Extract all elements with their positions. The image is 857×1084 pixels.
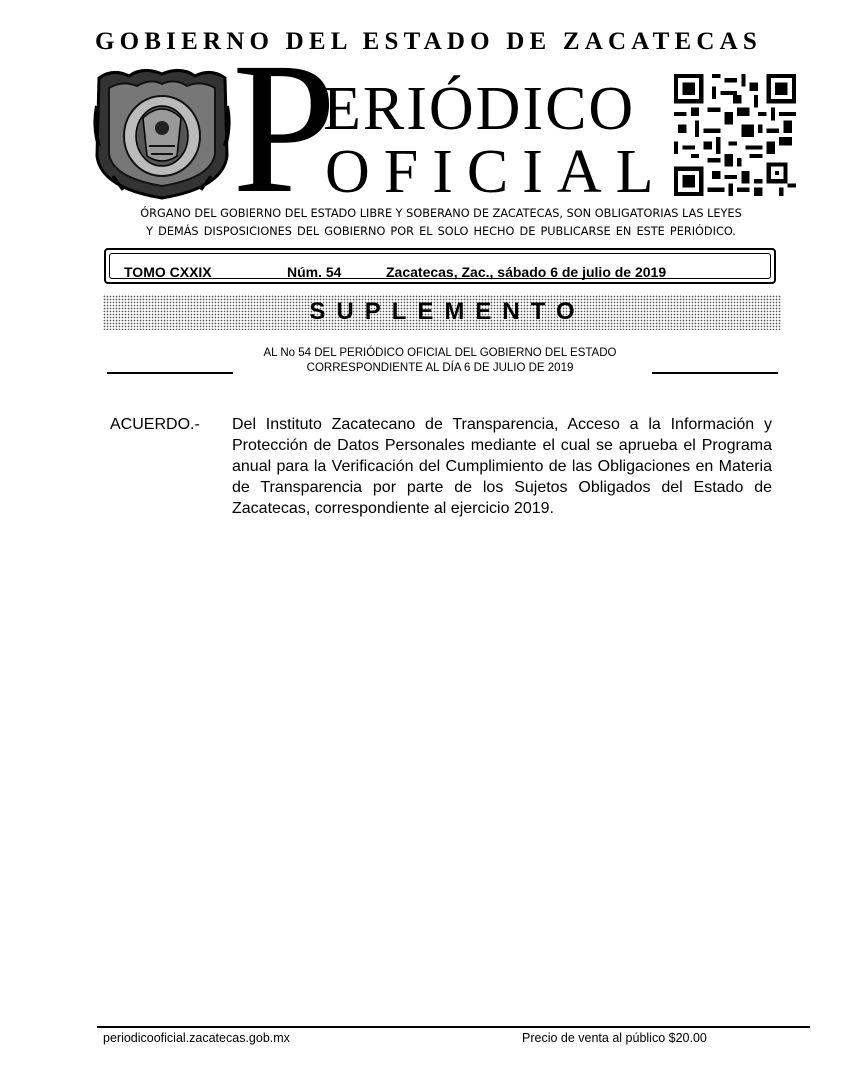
supplement-note-line-2: CORRESPONDIENTE AL DÍA 6 DE JULIO DE 2019 <box>306 362 574 374</box>
note-rule-left <box>107 372 233 374</box>
numero-label: Núm. 54 <box>287 264 342 280</box>
acuerdo-label: ACUERDO.- <box>110 416 200 433</box>
organo-line-1: ÓRGANO DEL GOBIERNO DEL ESTADO LIBRE Y SOBERANO DE ZACATECAS, SON OBLIGATORIAS LAS LEYES <box>140 207 742 220</box>
edition-box <box>104 248 776 284</box>
footer-price: Precio de venta al público $20.00 <box>522 1031 707 1045</box>
state-coat-of-arms-icon <box>93 66 231 200</box>
organo-line-2: Y DEMÁS DISPOSICIONES DEL GOBIERNO POR EL SOLO HECHO DE PUBLICARSE EN ESTE PERIÓDICO. <box>146 225 736 238</box>
note-rule-right <box>652 372 778 374</box>
supplement-note-line-1: AL No 54 DEL PERIÓDICO OFICIAL DEL GOBIERNO DEL ESTADO <box>263 347 617 359</box>
edition-box-inner <box>109 253 771 279</box>
footer-rule <box>97 1026 810 1028</box>
masthead-top: ERIÓDICO <box>323 75 636 143</box>
footer-url[interactable]: periodicooficial.zacatecas.gob.mx <box>103 1031 290 1045</box>
government-title: GOBIERNO DEL ESTADO DE ZACATECAS <box>95 28 762 55</box>
acuerdo-text: Del Instituto Zacatecano de Transparencia, Acceso a la Información y Protección de Datos Personales mediante el cual se aprueba el Programa anual para la Verificación del Cumplimiento de las Obligaciones en Materia de Transparencia por parte de los Sujetos Obligados del Estado de Zacatecas, correspondiente al ejercicio 2019. <box>232 416 772 517</box>
masthead-initial: P <box>232 23 337 232</box>
tomo-label: TOMO CXXIX <box>124 264 212 280</box>
qr-code-icon <box>674 74 796 196</box>
supplement-title: SUPLEMENTO <box>309 298 586 325</box>
fecha-label: Zacatecas, Zac., sábado 6 de julio de 2019 <box>386 264 667 280</box>
masthead-bottom: OFICIAL <box>325 138 668 206</box>
